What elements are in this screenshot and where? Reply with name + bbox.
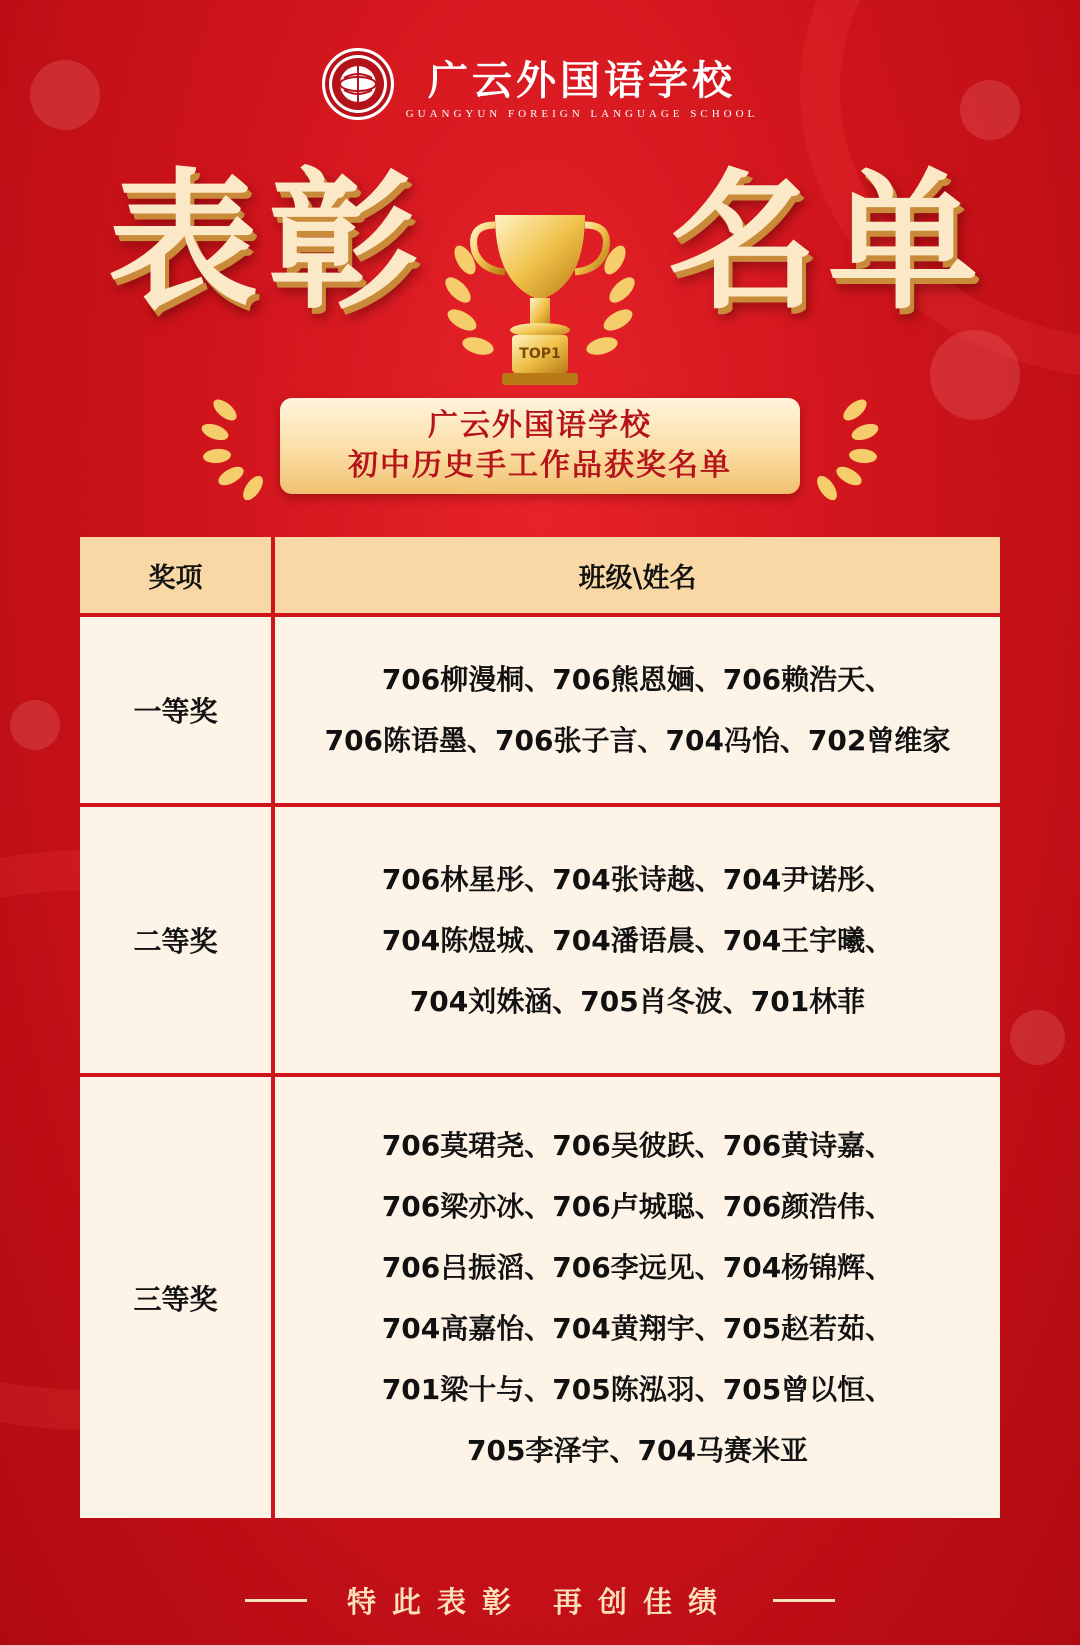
name-line: 706柳漫桐、706熊恩婳、706赖浩天、 — [381, 663, 894, 696]
title-char-4: 单 — [828, 156, 979, 330]
school-emblem-icon — [322, 48, 394, 120]
title-char-2: 彰 — [268, 156, 419, 330]
names-cell — [275, 807, 1000, 1073]
bokeh-light — [1010, 1010, 1065, 1065]
name-line: 706莫珺尧、706吴彼跃、706黄诗嘉、 — [381, 1128, 894, 1162]
name-line: 705李泽宇、704马赛米亚 — [467, 1433, 808, 1467]
header-class-name: 班级\姓名 — [275, 537, 1000, 613]
school-name-cn: 广云外国语学校 — [427, 56, 736, 104]
header-award: 奖项 — [80, 537, 275, 613]
table-row-first-prize — [80, 613, 1000, 803]
award-third: 三等奖 — [80, 1077, 275, 1518]
name-line: 704高嘉怡、704黄翔宇、705赵若茹、 — [381, 1311, 894, 1345]
trophy-icon — [420, 190, 660, 400]
school-logo — [0, 48, 1080, 120]
title-char-1: 表 — [108, 156, 259, 330]
banner-school-name: 广云外国语学校 — [428, 408, 652, 443]
footer-divider-right — [773, 1599, 835, 1602]
name-line: 701梁十与、705陈泓羽、705曾以恒、 — [381, 1372, 894, 1406]
name-line: 706陈语墨、706张子言、704冯怡、702曾维家 — [324, 724, 951, 757]
award-table — [80, 537, 1000, 1518]
bokeh-light — [10, 700, 60, 750]
names-cell — [275, 1077, 1000, 1518]
table-header-row — [80, 537, 1000, 613]
award-second: 二等奖 — [80, 807, 275, 1073]
name-line: 706梁亦冰、706卢城聪、706颜浩伟、 — [381, 1189, 894, 1223]
footer — [0, 1580, 1080, 1621]
subtitle-banner — [280, 398, 800, 494]
school-name-en: GUANGYUN FOREIGN LANGUAGE SCHOOL — [405, 107, 759, 120]
award-first: 一等奖 — [80, 617, 275, 803]
names-cell — [275, 617, 1000, 803]
banner-list-title: 初中历史手工作品获奖名单 — [348, 448, 732, 483]
name-line: 704刘姝涵、705肖冬波、701林菲 — [409, 984, 866, 1018]
name-line: 706林星彤、704张诗越、704尹诺彤、 — [381, 862, 894, 896]
table-row-third-prize — [80, 1073, 1000, 1518]
name-line: 704陈煜城、704潘语晨、704王宇曦、 — [381, 923, 894, 957]
footer-divider-left — [245, 1599, 307, 1602]
name-line: 706吕振滔、706李远见、704杨锦辉、 — [381, 1250, 894, 1284]
trophy-label: TOP1 — [519, 346, 561, 362]
footer-slogan: 特此表彰 再创佳绩 — [346, 1585, 734, 1619]
table-row-second-prize — [80, 803, 1000, 1073]
title-char-3: 名 — [668, 156, 819, 330]
